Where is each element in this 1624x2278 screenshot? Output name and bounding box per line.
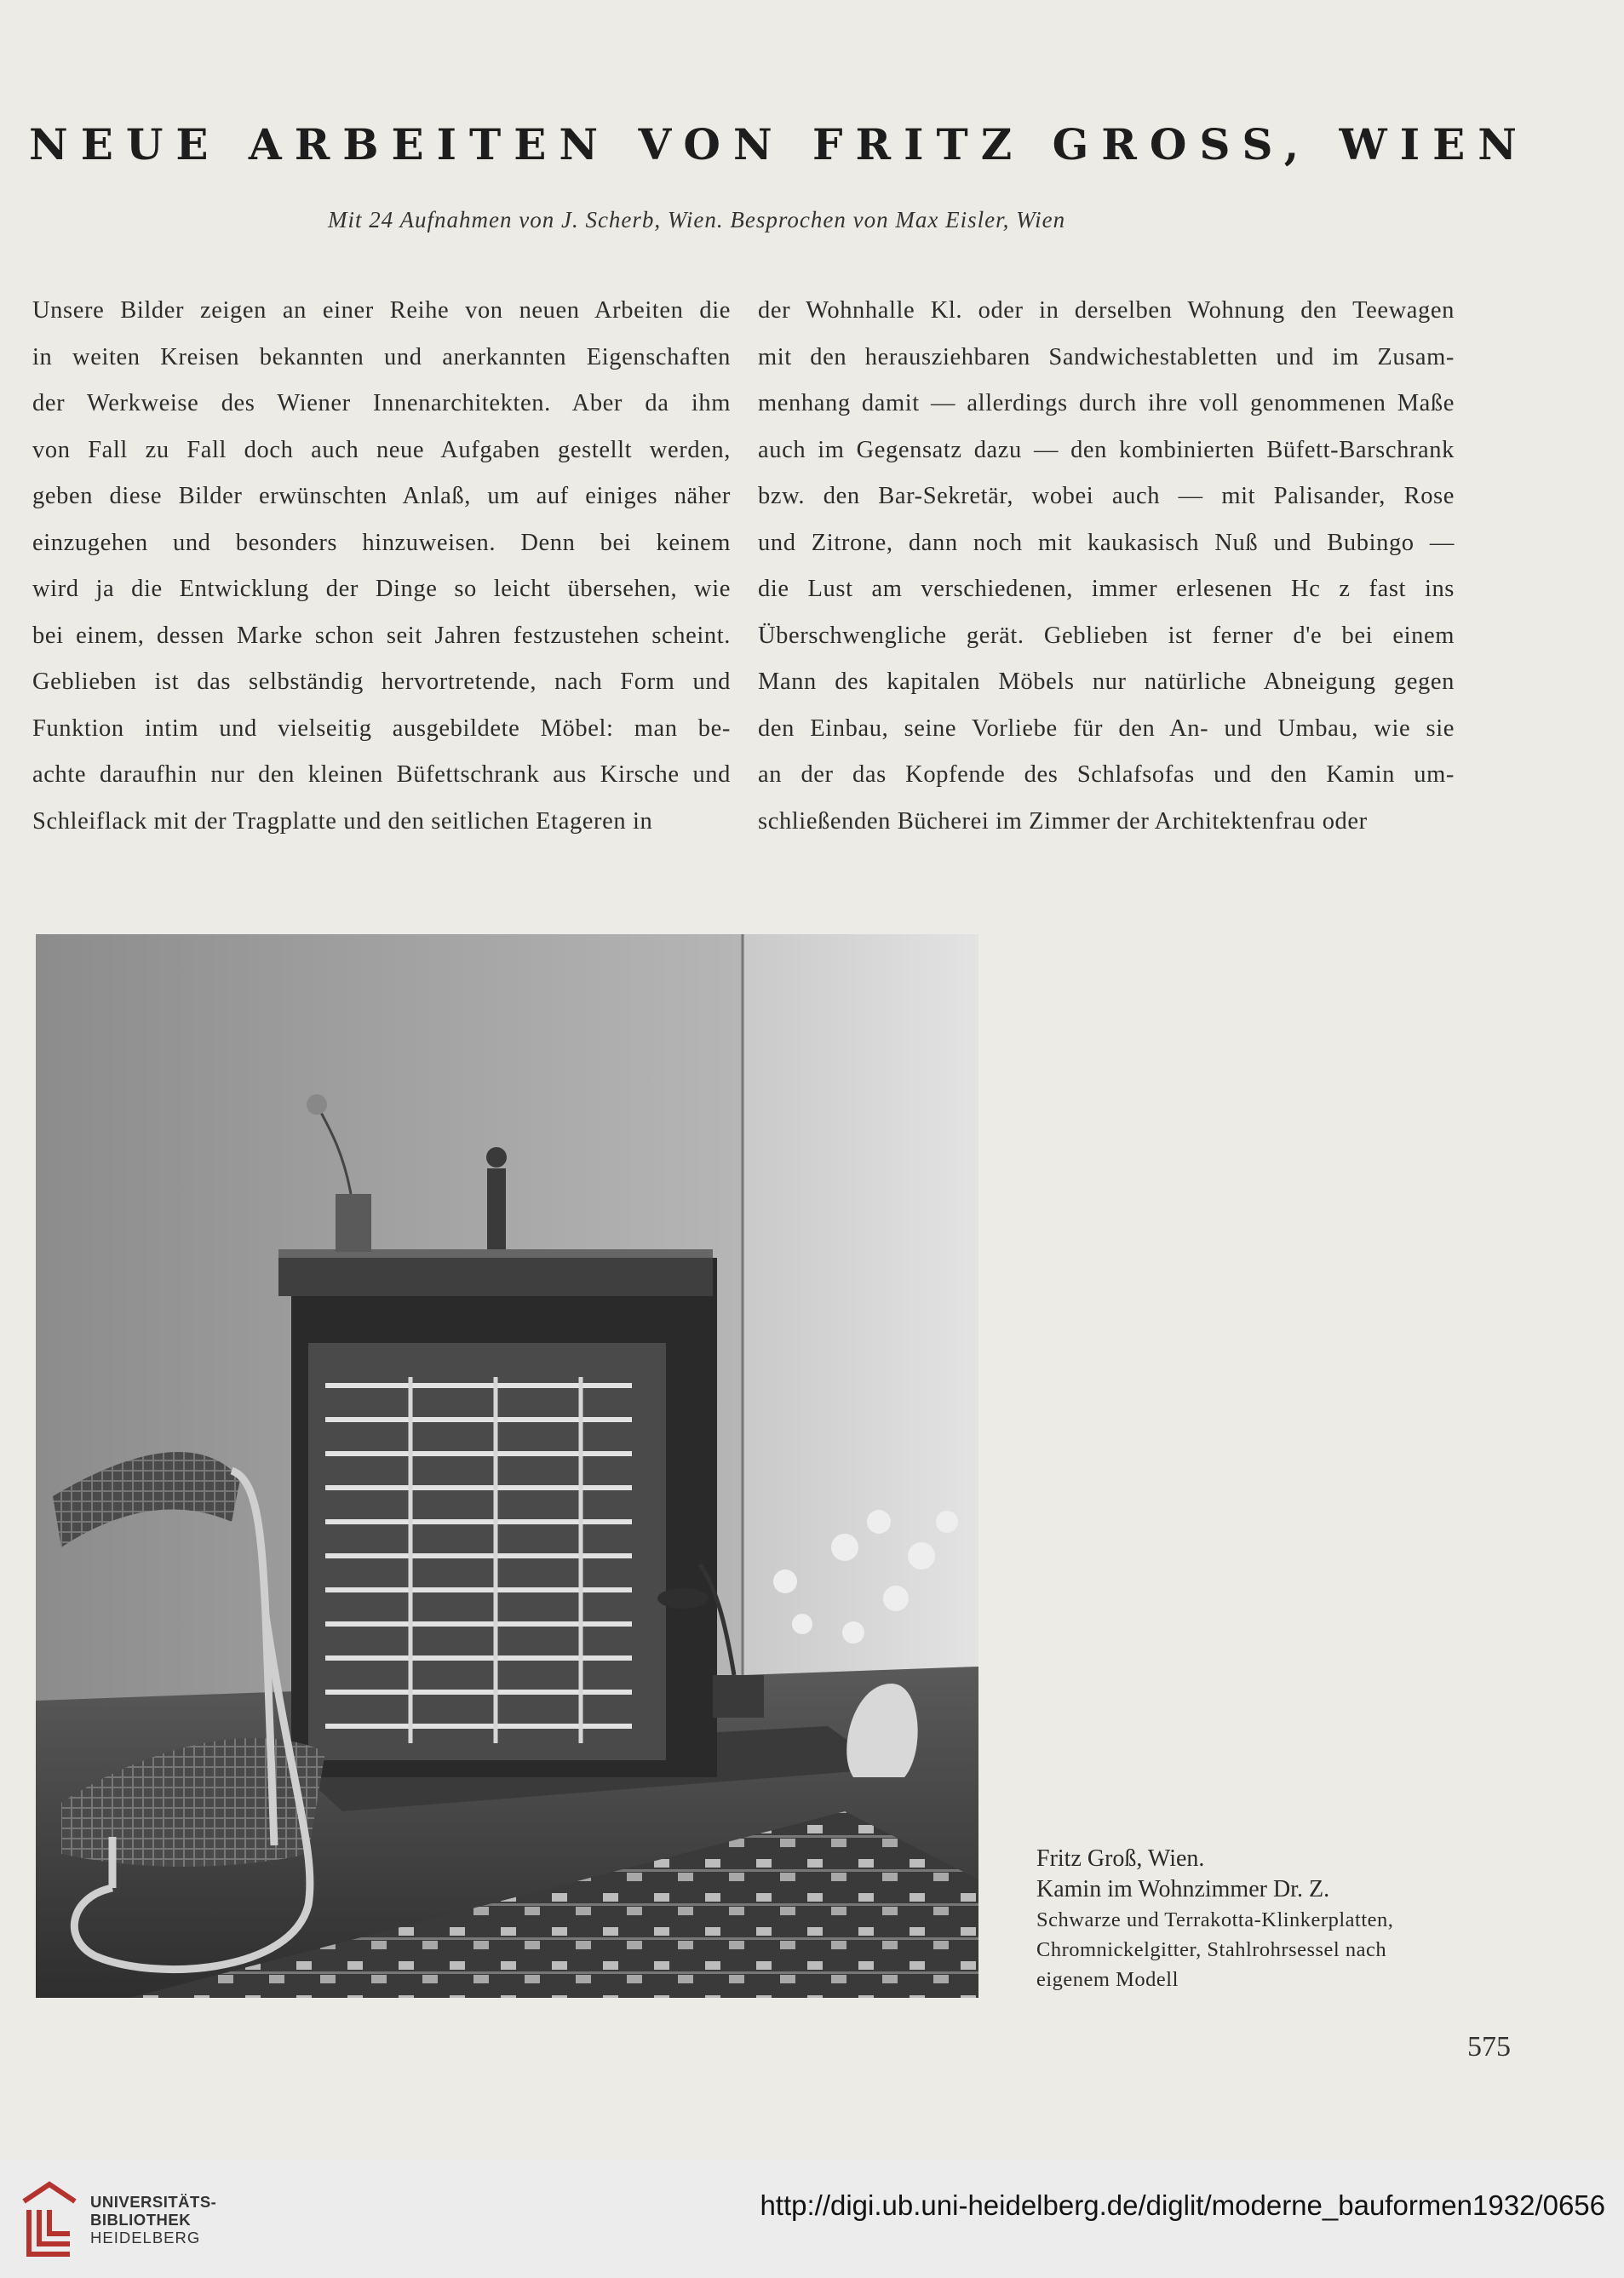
text-line: Schleiflack mit der Tragplatte und den seitlichen Etageren in xyxy=(32,807,653,835)
text-line: Funktion intim und vielseitig ausgebildete Möbel: man be- xyxy=(32,714,731,742)
source-url-link[interactable]: http://digi.ub.uni-heidelberg.de/diglit/moderne_bauformen1932/0656 xyxy=(760,2189,1605,2221)
text-line: mit den herausziehbaren Sandwichestabletten und im Zusam- xyxy=(758,343,1455,370)
page-number: 575 xyxy=(1467,2031,1511,2063)
text-line: und Zitrone, dann noch mit kaukasisch Nuß und Bubingo — xyxy=(758,529,1455,556)
caption-line: Schwarze und Terrakotta-Klinkerplatten, xyxy=(1036,1908,1394,1931)
logo-line: UNIVERSITÄTS- xyxy=(90,2193,217,2211)
library-logo-text xyxy=(90,2193,216,2246)
caption-line: Kamin im Wohnzimmer Dr. Z. xyxy=(1036,1876,1330,1902)
article-subtitle: Mit 24 Aufnahmen von J. Scherb, Wien. Besprochen von Max Eisler, Wien xyxy=(328,207,1066,232)
text-column-left xyxy=(32,288,731,845)
text-line: bzw. den Bar-Sekretär, wobei auch — mit Palisander, Rose xyxy=(758,483,1455,509)
article-title: NEUE ARBEITEN VON FRITZ GROSS, WIEN xyxy=(29,119,1529,169)
text-line: einzugehen und besonders hinzuweisen. Denn bei keinem xyxy=(32,529,731,556)
text-line: Geblieben ist das selbständig hervortretende, nach Form und xyxy=(32,668,731,695)
text-line: geben diese Bilder erwünschten Anlaß, um auf einiges näher xyxy=(32,483,731,509)
text-line: in weiten Kreisen bekannten und anerkannten Eigenschaften xyxy=(32,343,731,370)
text-line: Mann des kapitalen Möbels nur natürliche Abneigung gegen xyxy=(758,668,1455,695)
text-line: Unsere Bilder zeigen an einer Reihe von neuen Arbeiten die xyxy=(32,297,731,324)
text-line: von Fall zu Fall doch auch neue Aufgaben gestellt werden, xyxy=(32,436,731,463)
text-line: schließenden Bücherei im Zimmer der Architektenfrau oder xyxy=(758,807,1368,835)
text-line: der Wohnhalle Kl. oder in derselben Wohnung den Teewagen xyxy=(758,297,1455,324)
text-column-right xyxy=(758,288,1455,845)
text-line: der Werkweise des Wiener Innenarchitekten. Aber da ihm xyxy=(32,390,731,416)
caption-line: eigenem Modell xyxy=(1036,1968,1179,1991)
caption-line: Chromnickelgitter, Stahlrohrsessel nach xyxy=(1036,1938,1387,1961)
text-line: die Lust am verschiedenen, immer erlesenen Hc z fast ins xyxy=(758,576,1455,602)
text-line: auch im Gegensatz dazu — den kombinierten Büfett-Barschrank xyxy=(758,436,1455,463)
logo-line: HEIDELBERG xyxy=(90,2229,201,2246)
text-line: den Einbau, seine Vorliebe für den An- und Umbau, wie sie xyxy=(758,714,1455,742)
fireplace-photo xyxy=(36,934,978,1998)
text-line: achte daraufhin nur den kleinen Büfettschrank aus Kirsche und xyxy=(32,761,731,788)
footer-bar xyxy=(0,2159,1624,2278)
text-line: bei einem, dessen Marke schon seit Jahren festzustehen scheint. xyxy=(32,622,731,649)
text-line: menhang damit — allerdings durch ihre voll genommenen Maße xyxy=(758,390,1455,416)
text-line: wird ja die Entwicklung der Dinge so leicht übersehen, wie xyxy=(32,576,731,602)
library-logo-icon xyxy=(15,2176,82,2261)
text-line: an der das Kopfende des Schlafsofas und den Kamin um- xyxy=(758,761,1455,788)
photo-caption xyxy=(1036,1844,1479,1994)
caption-line: Fritz Groß, Wien. xyxy=(1036,1845,1205,1872)
text-line: Überschwengliche gerät. Geblieben ist ferner d'e bei einem xyxy=(758,622,1455,649)
logo-line: BIBLIOTHEK xyxy=(90,2211,192,2229)
